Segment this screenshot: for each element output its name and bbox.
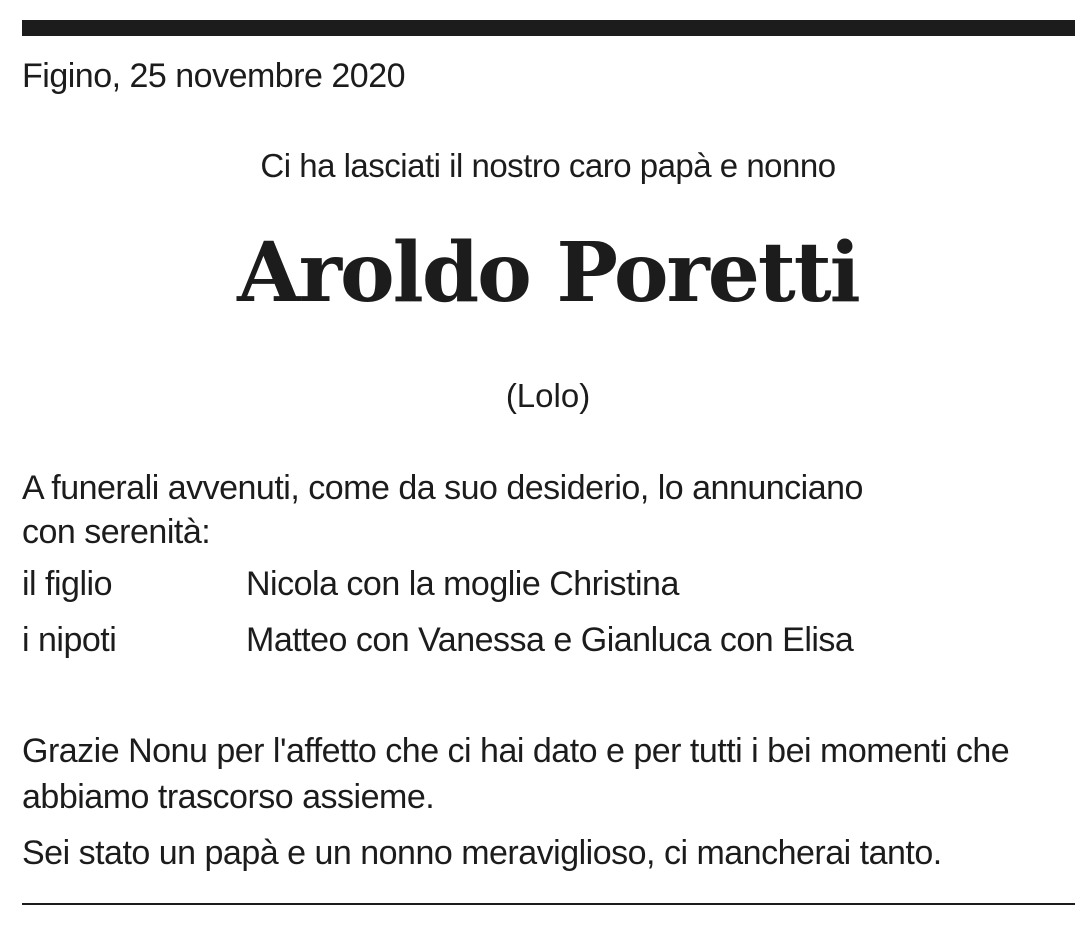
top-rule [22,20,1075,36]
relative-names: Matteo con Vanessa e Gianluca con Elisa [246,621,854,659]
relative-names: Nicola con la moglie Christina [246,565,679,603]
relative-label: i nipoti [22,621,117,659]
place-date: Figino, 25 novembre 2020 [22,57,406,95]
farewell-text: Sei stato un papà e un nonno meraviglioso, ci mancherai tanto. [22,834,942,872]
relative-label: il figlio [22,565,112,603]
intro-line: Ci ha lasciati il nostro caro papà e nonno [260,147,836,184]
deceased-name: Aroldo Poretti [237,225,859,321]
thanks-text: Grazie Nonu per l'affetto che ci hai dato e per tutti i bei momenti che abbiamo trascorso assieme. [22,732,1010,816]
announcement-text: A funerali avvenuti, come da suo desiderio, lo annunciano con serenità: [22,469,863,551]
nickname: (Lolo) [505,377,591,414]
bottom-rule [22,903,1075,905]
